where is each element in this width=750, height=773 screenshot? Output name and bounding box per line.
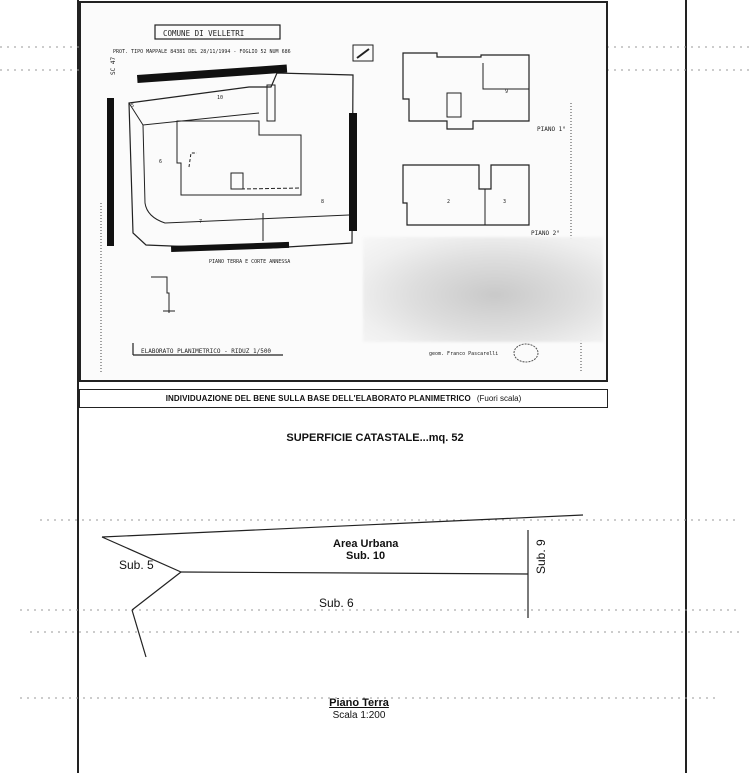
- area-sub-label: Sub. 10: [346, 550, 386, 562]
- plan-scale: Scala 1:200: [332, 710, 386, 721]
- redacted-area: [363, 237, 603, 342]
- header-line: PROT. TIPO MAPPALE 84381 DEL 28/11/1994 - FOGLIO 52 NUM 686: [113, 49, 291, 55]
- area-urbana-label: Area Urbana: [333, 538, 399, 550]
- signature: geom. Franco Pascarelli: [429, 351, 499, 357]
- svg-text:2: 2: [447, 199, 451, 205]
- floor-plan: [0, 500, 750, 670]
- svg-text:5: 5: [131, 103, 135, 109]
- svg-text:8: 8: [321, 199, 325, 205]
- svg-text:10: 10: [217, 95, 224, 101]
- svg-text:9: 9: [505, 89, 509, 95]
- svg-text:3: 3: [503, 199, 507, 205]
- surface-label: SUPERFICIE CATASTALE...mq. 52: [286, 432, 464, 444]
- plan-title: Piano Terra: [329, 697, 389, 709]
- footer-label: ELABORATO PLANIMETRICO - RIDUZ 1/500: [141, 348, 272, 355]
- caption-note: (Fuori scala): [476, 394, 522, 403]
- floor-second-label: PIANO 2°: [531, 230, 560, 237]
- caption-main: INDIVIDUAZIONE DEL BENE SULLA BASE DELL'ELABORATO PLANIMETRICO: [165, 394, 471, 403]
- floor-ground-label: PIANO TERRA E CORTE ANNESSA: [209, 259, 291, 265]
- sub6-label: Sub. 6: [319, 596, 354, 610]
- sub9-label: Sub. 9: [534, 539, 548, 574]
- side-ref: SC 47: [110, 56, 117, 75]
- sub5-label: Sub. 5: [119, 558, 154, 572]
- floor-first-label: PIANO 1°: [537, 126, 566, 133]
- caption-box: [79, 389, 608, 408]
- svg-text:6: 6: [159, 159, 163, 165]
- svg-text:7: 7: [199, 219, 203, 225]
- comune-label: COMUNE DI VELLETRI: [163, 29, 245, 38]
